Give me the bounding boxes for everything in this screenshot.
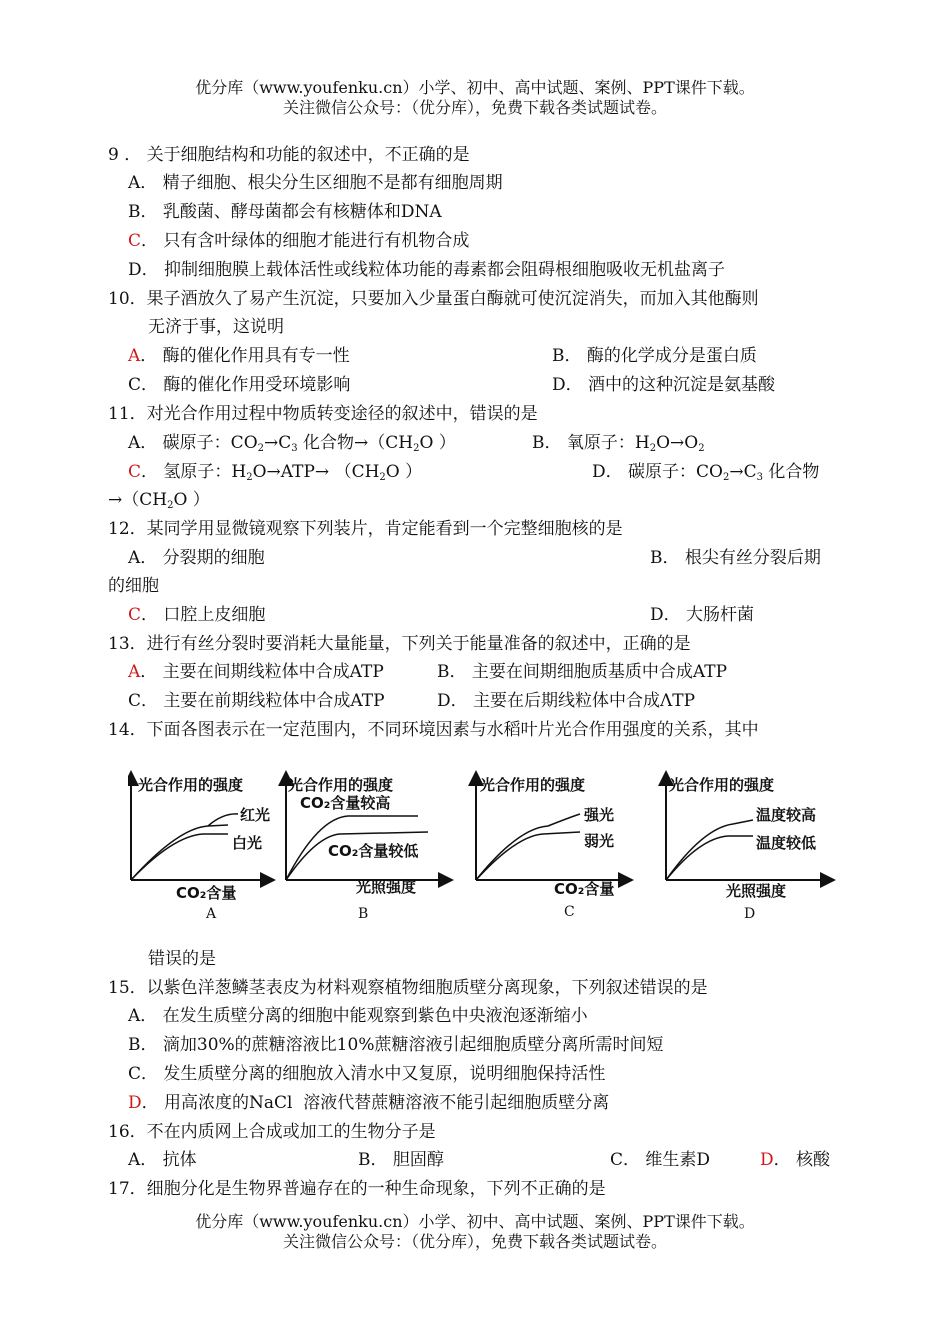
q9-answer-key: C [128,231,142,251]
q16-stem: 16．不在内质网上合成或加工的生物分子是 [108,1122,436,1142]
panel-c-curve-2-label: 弱光 [584,832,615,850]
panel-c-x-label: CO₂含量 [554,880,615,898]
q15-stem: 15．以紫色洋葱鳞茎表皮为材料观察植物细胞质壁分离现象，下列叙述错误的是 [108,978,708,998]
panel-c [476,776,626,920]
q14-stem: 14．下面各图表示在一定范围内，不同环境因素与水稻叶片光合作用强度的关系，其中 [108,720,759,740]
q11-option-c: C． 氢原子：$H_2O\to ATP\to (CH_2O$ ） [128,462,423,483]
q13-option-c: C． 主要在前期线粒体中合成ATP [128,691,385,711]
q12-option-b-cont: 的细胞 [108,576,159,596]
panel-d-curve-high [666,820,753,880]
panel-d-curve-low [666,836,753,880]
q16-option-c: C． 维生素D [610,1150,711,1170]
page-header-line-2: 关注微信公众号：（优分库），免费下载各类试题试卷。 [282,98,667,117]
q11-answer-key: C [128,462,142,482]
q10-option-c: C． 酶的催化作用受环境影响 [128,375,351,395]
q9-stem: 9 ． 关于细胞结构和功能的叙述中，不正确的是 [108,145,470,165]
q10-answer-key: A [128,346,141,366]
q16-option-b: B． 胆固醇 [358,1150,444,1170]
q13-option-d: D． 主要在后期线粒体中合成ΛTP [437,691,696,711]
panel-d-y-label: 光合作用的强度 [669,776,775,794]
panel-d-curve-1-label: 温度较高 [756,806,817,824]
q12-option-b: B． 根尖有丝分裂后期 [650,548,821,568]
q10-option-d: D． 酒中的这种沉淀是氨基酸 [552,375,776,395]
q16-option-a: A． 抗体 [128,1150,197,1170]
panel-c-y-label: 光合作用的强度 [480,776,586,794]
q13-answer-key: A [128,662,141,682]
q11-option-a: A． 碳原子：$CO_2\to C_3$ 化合物$\to(CH_2O$ ） [128,433,456,454]
page-footer-line-2: 关注微信公众号：（优分库），免费下载各类试题试卷。 [282,1232,667,1251]
q15-option-c: C． 发生质壁分离的细胞放入清水中又复原，说明细胞保持活性 [128,1064,606,1084]
panel-b-x-label: 光照强度 [356,878,417,896]
page-footer-line-1: 优分库（www.youfenku.cn）小学、初中、高中试题、案例、PPT课件下载。 [195,1212,755,1231]
panel-a [131,776,270,922]
panel-a-curve-2-label: 白光 [232,834,263,852]
panel-b-caption: B [358,906,369,922]
panel-a-y-label: 光合作用的强度 [138,776,244,794]
q17-stem: 17．细胞分化是生物界普遍存在的一种生命现象，下列不正确的是 [108,1179,606,1199]
q12-option-d: D． 大肠杆菌 [650,605,755,625]
q15-answer-key: D [128,1093,142,1113]
q12-answer-key: C [128,605,142,625]
q11-option-b: B． 氧原子：$H_2O\to O_2$ [532,433,705,454]
q10-option-b: B． 酶的化学成分是蛋白质 [552,346,757,366]
q14-figure [128,768,838,928]
q10-stem-2: 无济于事，这说明 [148,317,284,337]
panel-d-x-label: 光照强度 [726,882,787,900]
panel-c-curve-weak [476,832,580,880]
q12-option-a: A． 分裂期的细胞 [128,548,265,568]
q16-option-d: D． 核酸 [760,1150,831,1170]
panel-a-caption: A [206,906,217,922]
page-header-line-1: 优分库（www.youfenku.cn）小学、初中、高中试题、案例、PPT课件下载。 [195,78,755,97]
q10-stem-1: 10．果子酒放久了易产生沉淀，只要加入少量蛋白酶就可使沉淀消失，而加入其他酶则 [108,289,759,309]
q15-option-d: D． 用高浓度的NaCl 溶液代替蔗糖溶液不能引起细胞质壁分离 [128,1093,610,1113]
panel-c-curve-strong [476,814,580,880]
panel-c-curve-1-label: 强光 [584,806,615,824]
q12-stem: 12．某同学用显微镜观察下列装片，肯定能看到一个完整细胞核的是 [108,519,623,539]
panel-b-curve-1-label: CO₂含量较高 [300,794,391,812]
q11-option-d: D． 碳原子：$CO_2\to C_3$ 化合物 [592,462,820,483]
q11-option-d-cont: $\to(CH_2O$ ） [108,490,210,511]
q13-option-b: B． 主要在间期细胞质基质中合成ATP [437,662,728,682]
panel-b [286,776,446,922]
panel-a-curve-white [131,834,228,880]
panel-d-caption: D [744,906,756,922]
panel-a-curve-1-label: 红光 [240,806,271,824]
q16-answer-key: D [760,1150,774,1170]
q9-option-c: C． 只有含叶绿体的细胞才能进行有机物合成 [128,231,470,251]
q14-stem-tail: 错误的是 [148,949,216,969]
q14-figure-svg [128,768,838,928]
panel-c-caption: C [564,904,575,920]
panel-a-x-label: CO₂含量 [176,884,237,902]
q9-option-d: D． 抑制细胞膜上载体活性或线粒体功能的毒素都会阻碍根细胞吸收无机盐离子 [128,260,726,280]
q9-option-a: A． 精子细胞、根尖分生区细胞不是都有细胞周期 [128,173,503,193]
q15-option-b: B． 滴加30%的蔗糖溶液比10%蔗糖溶液引起细胞质壁分离所需时间短 [128,1035,664,1055]
panel-d-curve-2-label: 温度较低 [756,834,817,852]
panel-b-curve-2-label: CO₂含量较低 [328,842,419,860]
panel-b-y-label: 光合作用的强度 [288,776,394,794]
q11-stem: 11．对光合作用过程中物质转变途径的叙述中，错误的是 [108,404,538,424]
q10-option-a: A． 酶的催化作用具有专一性 [128,346,350,366]
q12-option-c: C． 口腔上皮细胞 [128,605,266,625]
panel-d [666,776,828,922]
q13-option-a: A． 主要在间期线粒体中合成ATP [128,662,384,682]
q15-option-a: A． 在发生质壁分离的细胞中能观察到紫色中央液泡逐渐缩小 [128,1006,588,1026]
q13-stem: 13．进行有丝分裂时要消耗大量能量，下列关于能量准备的叙述中，正确的是 [108,634,691,654]
q9-option-b: B． 乳酸菌、酵母菌都会有核糖体和DNA [128,202,442,222]
